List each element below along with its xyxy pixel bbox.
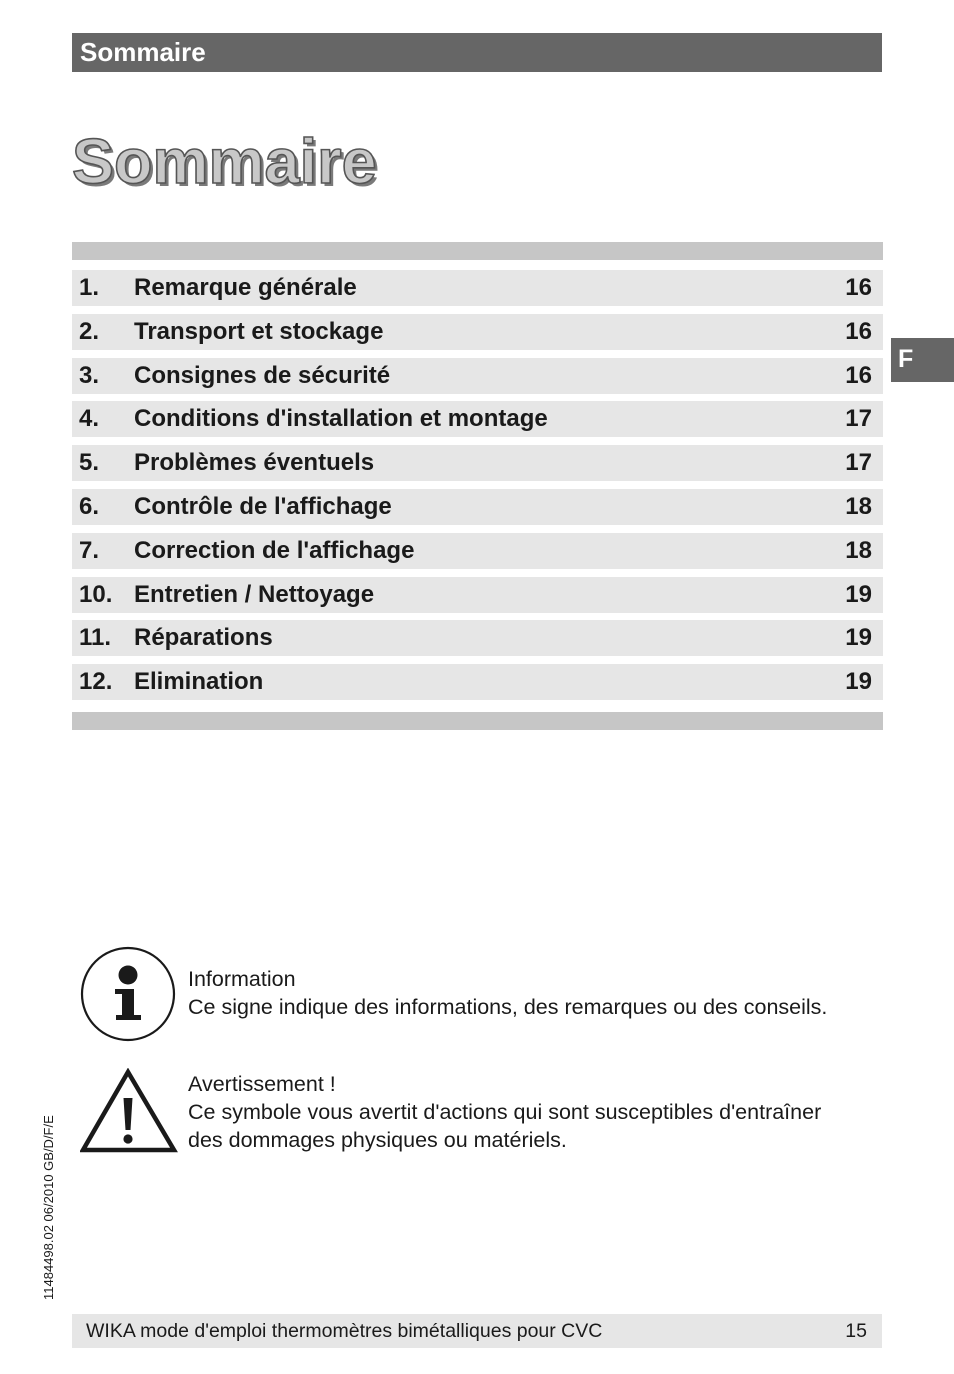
toc-item-title: Transport et stockage xyxy=(134,317,384,345)
toc-item-page: 17 xyxy=(845,405,872,433)
toc-bottom-rule xyxy=(72,712,883,730)
document-code: 11484498.02 06/2010 GB/D/F/E xyxy=(41,1115,56,1300)
toc-item[interactable] xyxy=(72,489,883,525)
toc-item-number: 1. xyxy=(79,274,100,301)
toc-item-title: Contrôle de l'affichage xyxy=(134,492,392,520)
toc-top-rule xyxy=(72,242,883,260)
toc-item[interactable] xyxy=(72,445,883,481)
toc-item-page: 18 xyxy=(845,536,872,564)
footer xyxy=(72,1314,882,1348)
toc-item-page: 17 xyxy=(845,449,872,477)
toc-item[interactable] xyxy=(72,577,883,613)
information-text: Ce signe indique des informations, des remarques ou des conseils. xyxy=(188,995,828,1019)
warning-note xyxy=(188,1070,821,1154)
toc-item-page: 19 xyxy=(845,624,872,652)
toc-item[interactable] xyxy=(72,270,883,306)
toc-item-title: Correction de l'affichage xyxy=(134,536,415,564)
toc-item-title: Conditions d'installation et montage xyxy=(134,405,548,433)
toc-item-title: Entretien / Nettoyage xyxy=(134,580,375,608)
page-title: Sommaire xyxy=(72,127,377,197)
table-of-contents xyxy=(72,270,883,708)
toc-item-title: Problèmes éventuels xyxy=(134,449,375,477)
toc-item-number: 12. xyxy=(79,668,113,696)
toc-item-page: 18 xyxy=(845,492,872,520)
toc-item-number: 5. xyxy=(79,449,100,477)
toc-item-page: 19 xyxy=(845,668,872,696)
toc-item-number: 10. xyxy=(79,580,113,608)
toc-item[interactable] xyxy=(72,620,883,656)
toc-item-page: 16 xyxy=(845,274,872,301)
toc-item-number: 2. xyxy=(79,317,100,345)
language-tab-label: F xyxy=(898,345,914,373)
toc-item-page: 16 xyxy=(845,361,872,389)
toc-item-number: 7. xyxy=(79,536,100,564)
toc-item-number: 11. xyxy=(79,624,112,652)
warning-text-line2: des dommages physiques ou matériels. xyxy=(188,1128,567,1152)
information-heading: Information xyxy=(188,967,296,991)
toc-item-page: 19 xyxy=(845,580,872,608)
header-label: Sommaire xyxy=(80,37,206,67)
toc-item-number: 3. xyxy=(79,361,100,389)
toc-item-number: 6. xyxy=(79,492,100,520)
footer-text: WIKA mode d'emploi thermomètres bimétalliques pour CVC xyxy=(86,1320,603,1342)
toc-item-title: Consignes de sécurité xyxy=(134,361,391,389)
toc-item-number: 4. xyxy=(79,405,100,433)
language-tab xyxy=(891,338,954,382)
toc-item-title: Réparations xyxy=(134,624,273,652)
warning-text-line1: Ce symbole vous avertit d'actions qui sont susceptibles d'entraîner xyxy=(188,1100,822,1124)
info-icon xyxy=(80,946,178,1044)
information-note xyxy=(188,965,827,1021)
page-number: 15 xyxy=(845,1320,867,1342)
toc-item-title: Remarque générale xyxy=(134,274,357,301)
toc-item[interactable] xyxy=(72,664,883,700)
toc-item[interactable] xyxy=(72,358,883,394)
toc-item-title: Elimination xyxy=(134,668,264,696)
toc-item-page: 16 xyxy=(845,317,872,345)
toc-item[interactable] xyxy=(72,533,883,569)
header-bar xyxy=(72,33,882,72)
toc-item[interactable] xyxy=(72,314,883,350)
toc-item[interactable] xyxy=(72,401,883,437)
warning-heading: Avertissement ! xyxy=(188,1072,336,1096)
warning-icon xyxy=(80,1068,178,1154)
